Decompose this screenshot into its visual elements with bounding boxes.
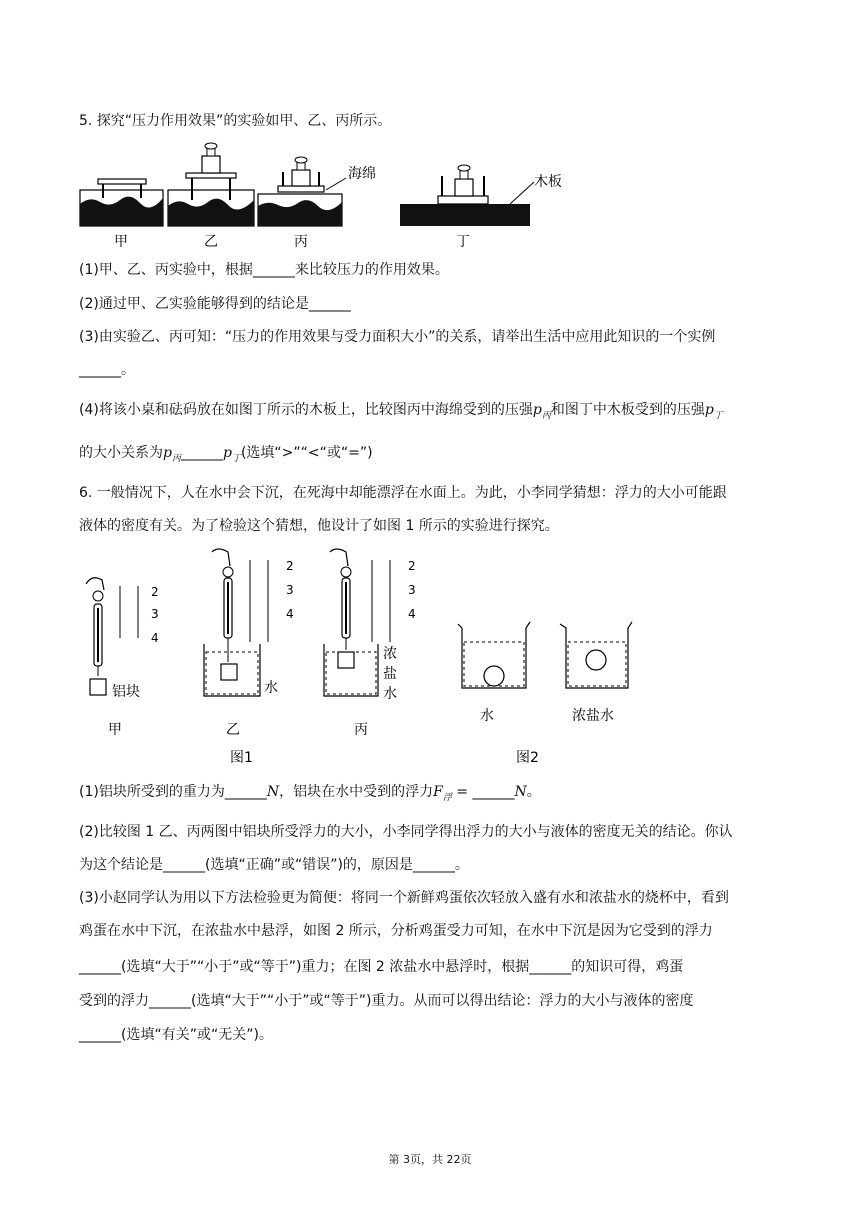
q5-p4a-mid: 和图丁中木板受到的压强	[550, 402, 705, 418]
q5-p4b-end: (选填“>”“<“或“=”)	[240, 445, 373, 461]
q5-p4a-text: (4)将该小桌和砝码放在如图丁所示的木板上，比较图丙中海绵受到的压强	[79, 402, 533, 418]
q5-figure	[78, 140, 578, 250]
q6-p2a: (2)比较图 1 乙、丙两图中铝块所受浮力的大小，小李同学得出浮力的大小与液体的密度无关的结论。你认	[79, 824, 733, 840]
label-jia: 甲	[108, 722, 122, 738]
q5-p4b-start: 的大小关系为	[79, 445, 163, 461]
q6-p3a: (3)小赵同学认为用以下方法检验更为简便：将同一个新鲜鸡蛋依次轻放入盛有水和浓盐水的烧杯中，看到	[79, 890, 729, 906]
label-al: 铝块	[112, 684, 140, 700]
symbol-f: F	[433, 784, 443, 800]
q5-p1: (1)甲、乙、丙实验中，根据______来比较压力的作用效果。	[79, 262, 449, 278]
label-fig2-water: 水	[480, 708, 494, 724]
fig1-jia	[86, 578, 138, 695]
label-yi: 乙	[204, 234, 218, 250]
label-ding: 丁	[456, 234, 470, 250]
q5-p4b	[79, 443, 373, 465]
q6-p1-a: (1)铝块所受到的重力为______	[79, 784, 267, 800]
label-bing: 丙	[294, 234, 308, 250]
q6-stem2: 液体的密度有关。为了检验这个猜想，他设计了如图 1 所示的实验进行探究。	[79, 518, 559, 534]
q6-p3e: ______(选填“有关”或“无关”)。	[79, 1027, 273, 1043]
tick-2: 2	[408, 559, 416, 573]
label-jia: 甲	[114, 234, 128, 250]
tick-4: 4	[408, 607, 416, 621]
subscript-bing: 丙	[541, 411, 551, 421]
symbol-p: p	[704, 402, 714, 418]
fig-jia-sponge	[80, 179, 163, 226]
tick-4: 4	[151, 631, 159, 645]
tick-2: 2	[151, 585, 159, 599]
tick-3: 3	[151, 607, 159, 621]
fig2-water-beaker	[458, 622, 530, 688]
label-board: 木板	[534, 174, 562, 190]
tick-4: 4	[286, 607, 294, 621]
label-brine-3: 水	[383, 686, 397, 702]
label-water: 水	[264, 680, 278, 696]
q6-p1-c: = ______	[451, 784, 515, 800]
fig-ding-board	[400, 165, 534, 226]
symbol-p: p	[222, 445, 232, 461]
label-yi: 乙	[226, 722, 240, 738]
label-bing: 丙	[354, 722, 368, 738]
label-fig2-brine: 浓盐水	[572, 708, 614, 724]
fig2-brine-beaker	[560, 622, 632, 688]
label-fig1: 图1	[230, 750, 253, 766]
q5-stem: 5. 探究“压力作用效果”的实验如甲、乙、丙所示。	[79, 113, 392, 129]
unit-n: N	[266, 784, 280, 800]
q6-p1-b: ，铝块在水中受到的浮力	[279, 784, 434, 800]
q6-p3d: 受到的浮力______(选填“大于”“小于”或“等于”)重力。从而可以得出结论：浮力的大小与液体的密度	[79, 993, 694, 1009]
q6-p3c: ______(选填“大于”“小于”或“等于”)重力；在图 2 浓盐水中悬浮时，根据______的知识可得，鸡蛋	[79, 959, 684, 975]
q5-p2: (2)通过甲、乙实验能够得到的结论是______	[79, 296, 351, 312]
fig1-yi	[204, 549, 268, 696]
tick-3: 3	[408, 583, 416, 597]
symbol-p: p	[163, 445, 172, 461]
subscript-ding: 丁	[713, 411, 723, 421]
subscript-ding: 丁	[231, 454, 241, 464]
q5-p3a: (3)由实验乙、丙可知：“压力的作用效果与受力面积大小”的关系，请举出生活中应用此知识的一个实例	[79, 329, 716, 345]
subscript-fu: 浮	[442, 793, 452, 803]
tick-2: 2	[286, 559, 294, 573]
answer-blank: ______	[180, 445, 223, 461]
fig-yi-sponge	[168, 143, 254, 226]
unit-n: N	[514, 784, 527, 800]
q5-p4a	[79, 400, 723, 422]
label-fig2: 图2	[516, 750, 539, 766]
fig-bing-sponge	[258, 157, 346, 226]
label-brine-1: 浓	[383, 646, 397, 662]
q5-p3b: ______。	[79, 362, 135, 378]
page-footer: 第 3页，共 22页	[388, 1153, 472, 1166]
q6-stem1: 6. 一般情况下，人在水中会下沉，在死海中却能漂浮在水面上。为此，小李同学猜想：浮力的大小可能跟	[79, 485, 727, 501]
q6-p2b: 为这个结论是______(选填“正确”或“错误”)的，原因是______。	[79, 857, 469, 873]
symbol-p: p	[532, 402, 542, 418]
q6-figure	[78, 546, 638, 768]
subscript-bing: 丙	[171, 454, 181, 464]
fig1-bing	[324, 549, 390, 696]
q6-p1	[79, 782, 541, 804]
label-sponge: 海绵	[348, 166, 376, 182]
tick-3: 3	[286, 583, 294, 597]
q6-p3b: 鸡蛋在水中下沉，在浓盐水中悬浮，如图 2 所示，分析鸡蛋受力可知，在水中下沉是因为它受到的浮力	[79, 923, 713, 939]
period: 。	[526, 784, 541, 800]
label-brine-2: 盐	[383, 666, 397, 682]
